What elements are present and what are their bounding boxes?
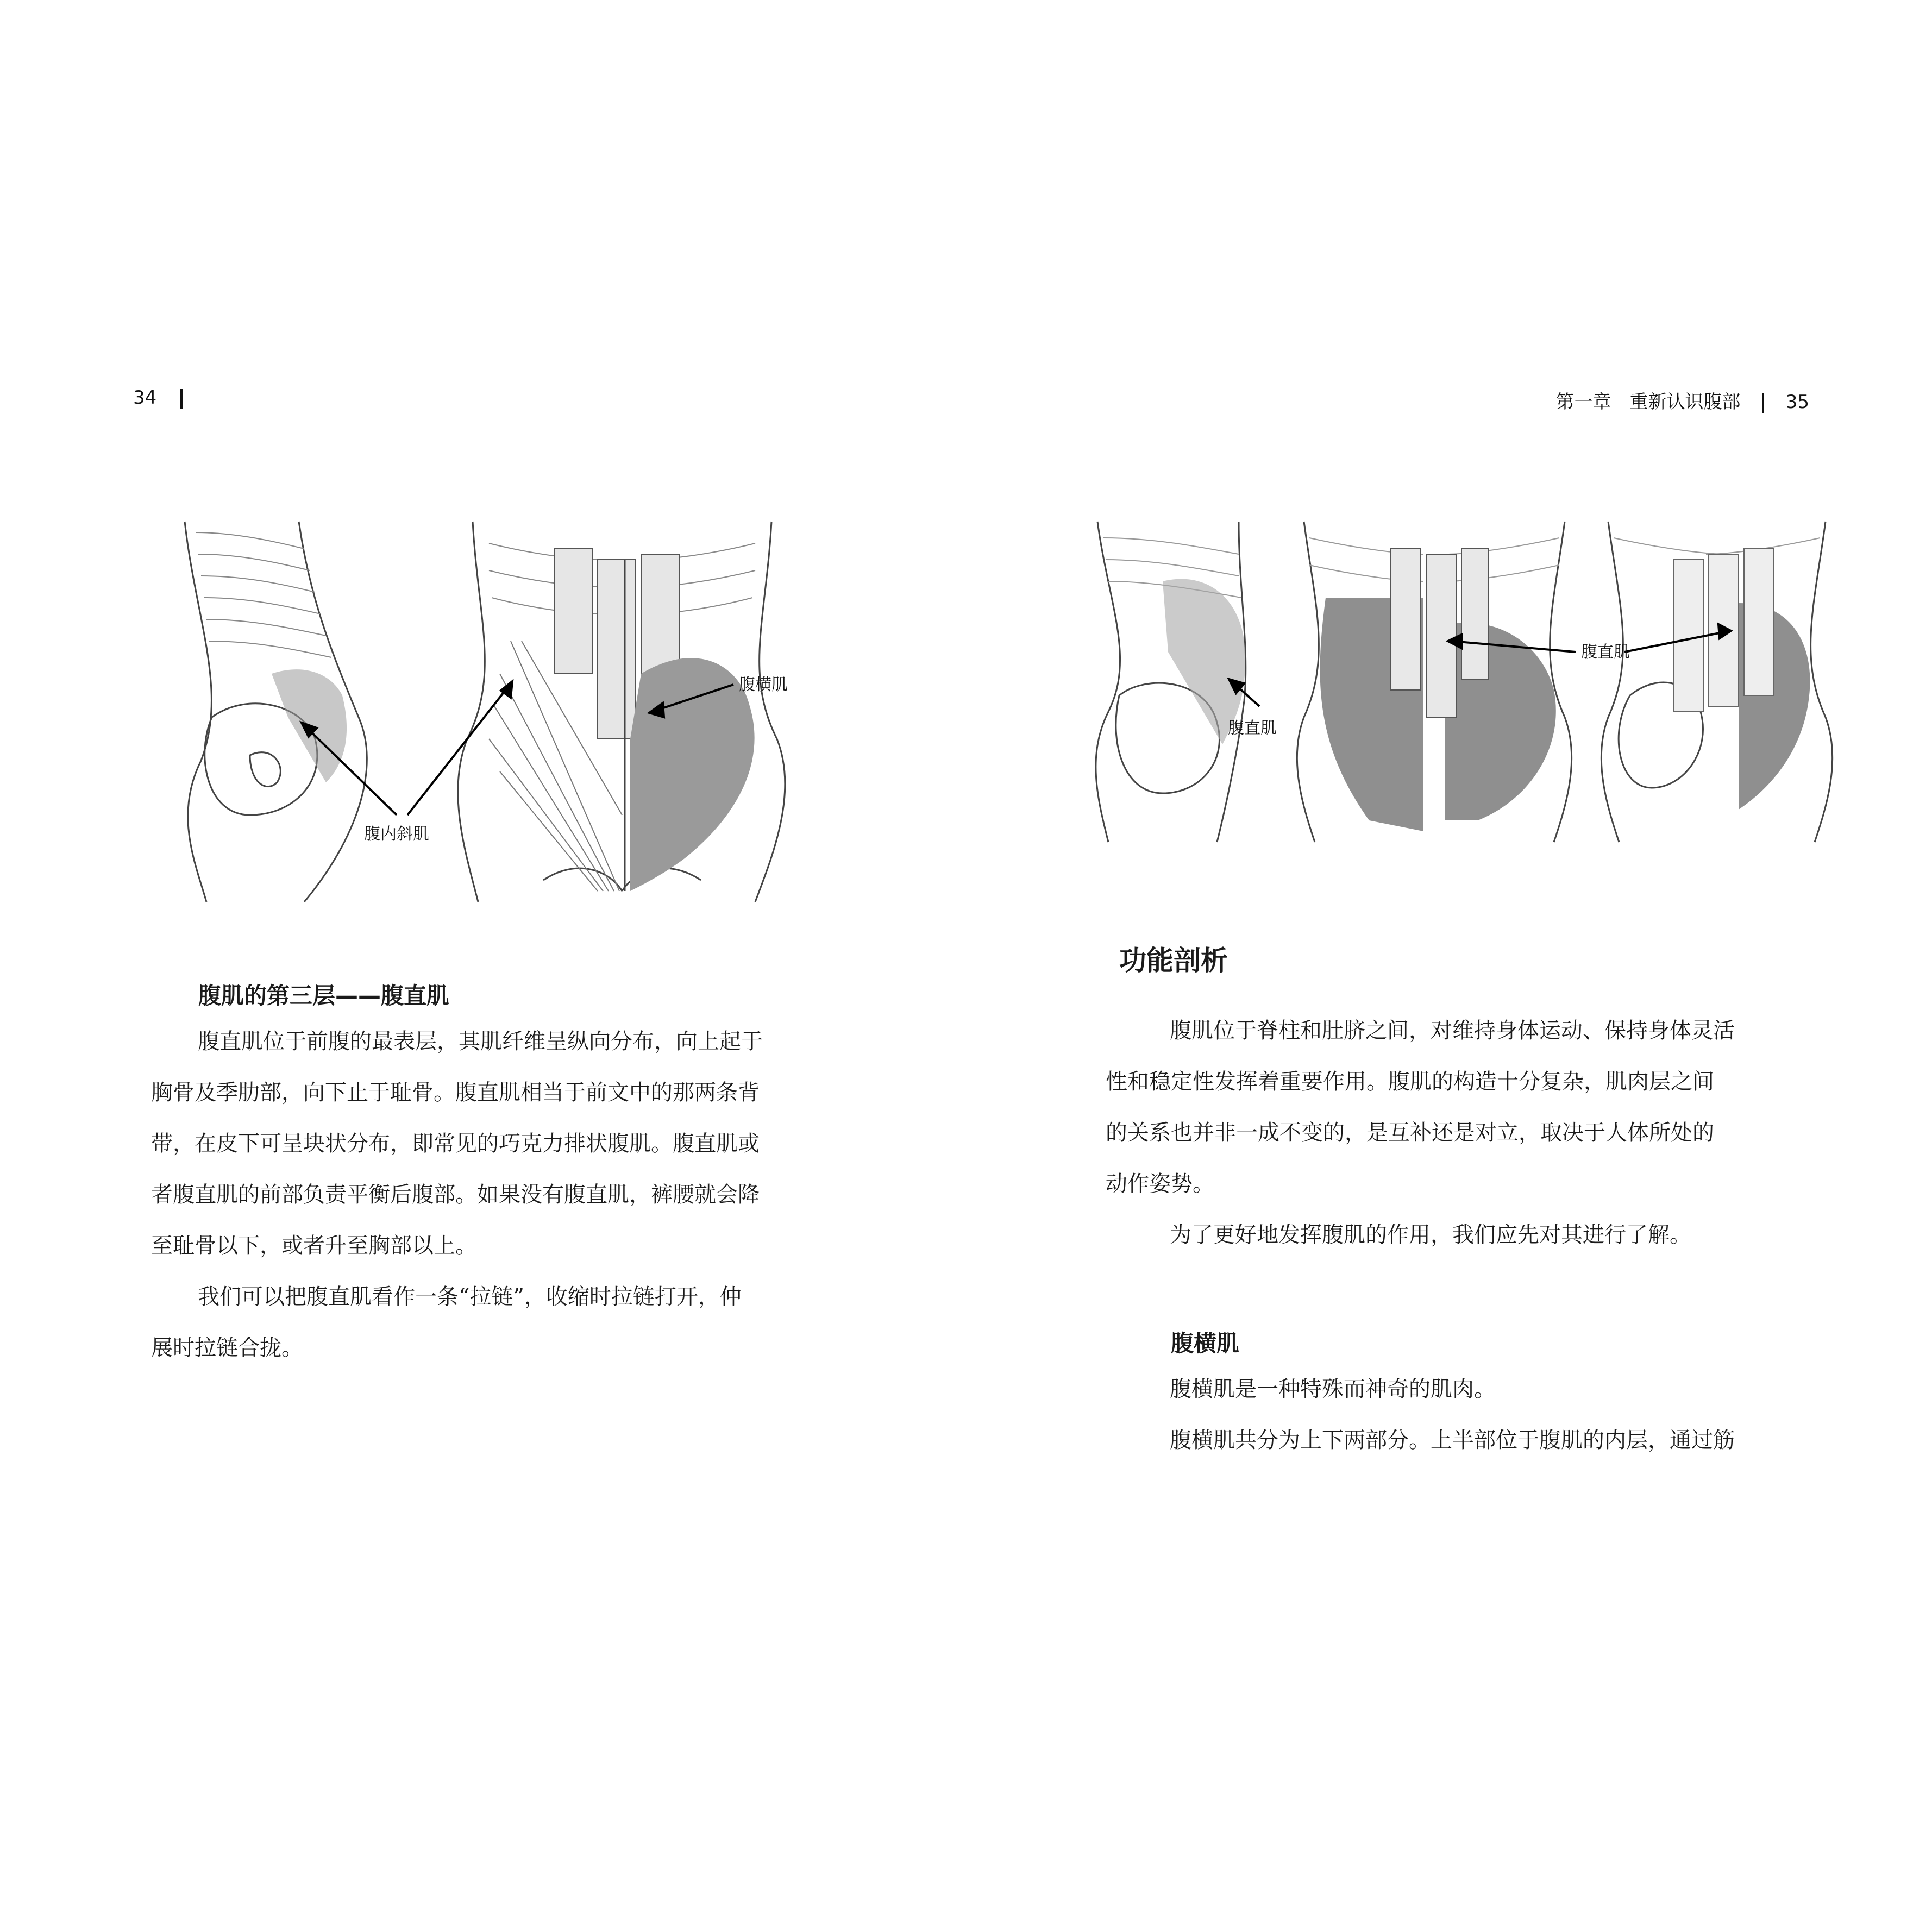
text-line: 动作姿势。 — [1106, 1171, 1214, 1196]
text-line: 至耻骨以下，或者升至胸部以上。 — [151, 1233, 477, 1258]
right-anatomy-figure — [1087, 516, 1836, 853]
text-line: 带，在皮下可呈块状分布，即常见的巧克力排状腹肌。腹直肌或 — [151, 1131, 760, 1156]
text-line: 我们可以把腹直肌看作一条“拉链”，收缩时拉链打开，仲 — [198, 1284, 742, 1309]
chapter-title: 第一章 重新认识腹部 — [1555, 391, 1741, 413]
text-line: 性和稳定性发挥着重要作用。腹肌的构造十分复杂，肌肉层之间 — [1106, 1069, 1714, 1094]
paragraph — [151, 1271, 820, 1373]
text-line: 展时拉链合拢。 — [151, 1335, 303, 1360]
paragraph — [1106, 1364, 1796, 1415]
header-divider — [1762, 393, 1764, 413]
text-line: 腹直肌位于前腹的最表层，其肌纤维呈纵向分布，向上起于 — [198, 1029, 763, 1054]
label-rectus-center: 腹直肌 — [1581, 643, 1630, 662]
center-torso-outline — [1297, 522, 1319, 842]
side-torso-outline — [185, 522, 211, 902]
left-page-number: 34 — [133, 387, 157, 409]
subheading: 腹横肌 — [1171, 1330, 1240, 1357]
section-heading: 腹肌的第三层——腹直肌 — [198, 982, 450, 1009]
paragraph — [1106, 1209, 1796, 1260]
right-torso-outline — [1601, 522, 1623, 842]
right-page-header — [1548, 387, 1809, 413]
text-line: 腹肌位于脊柱和肚脐之间，对维持身体运动、保持身体灵活 — [1170, 1018, 1735, 1043]
section-title: 功能剖析 — [1119, 945, 1228, 976]
left-body-text — [151, 1016, 820, 1373]
text-line: 腹横肌共分为上下两部分。上半部位于腹肌的内层，通过筋 — [1170, 1428, 1735, 1453]
left-anatomy-figure — [163, 511, 842, 902]
side-torso-outline — [1096, 522, 1120, 842]
front-torso-outline — [458, 522, 485, 902]
right-page-number: 35 — [1785, 391, 1809, 413]
paragraph — [1106, 1005, 1796, 1209]
paragraph — [1106, 1415, 1796, 1466]
left-page-header — [133, 387, 183, 409]
text-line: 胸骨及季肋部，向下止于耻骨。腹直肌相当于前文中的那两条背 — [151, 1080, 760, 1105]
right-body-text-2 — [1106, 1364, 1796, 1466]
right-body-text — [1106, 1005, 1796, 1260]
text-line: 为了更好地发挥腹肌的作用，我们应先对其进行了解。 — [1170, 1222, 1691, 1247]
label-transverse-abdominis: 腹横肌 — [739, 675, 788, 694]
text-line: 者腹直肌的前部负责平衡后腹部。如果没有腹直肌，裤腰就会降 — [151, 1182, 760, 1207]
label-rectus-left: 腹直肌 — [1228, 719, 1277, 738]
transverse-abdominis-shading — [630, 658, 755, 891]
header-divider — [180, 389, 183, 409]
label-internal-oblique: 腹内斜肌 — [364, 825, 429, 844]
text-line: 腹横肌是一种特殊而神奇的肌肉。 — [1170, 1377, 1496, 1402]
text-line: 的关系也并非一成不变的，是互补还是对立，取决于人体所处的 — [1106, 1120, 1714, 1145]
paragraph — [151, 1016, 820, 1271]
